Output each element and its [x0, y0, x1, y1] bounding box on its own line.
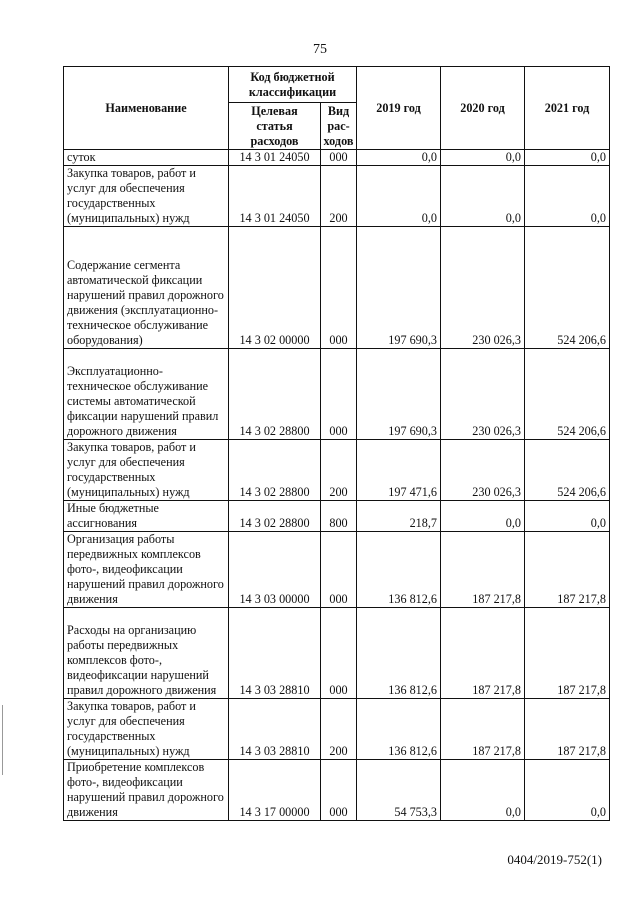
row-value-2019: 197 471,6: [357, 440, 441, 501]
row-value-2020: 0,0: [441, 166, 525, 227]
row-value-2020: 187 217,8: [441, 532, 525, 608]
row-value-2021: 187 217,8: [525, 699, 610, 760]
row-target-code: 14 3 03 28810: [229, 608, 321, 699]
header-vid: Вид рас-ходов: [321, 103, 357, 150]
row-target-code: 14 3 02 28800: [229, 349, 321, 440]
table-row: [64, 166, 610, 227]
row-name: Закупка товаров, работ и услуг для обеспечения государственных (муниципальных) нужд: [64, 440, 229, 501]
row-name: Закупка товаров, работ и услуг для обеспечения государственных (муниципальных) нужд: [64, 699, 229, 760]
header-year-2021: 2021 год: [525, 67, 610, 150]
row-target-code: 14 3 17 00000: [229, 760, 321, 821]
row-value-2019: 197 690,3: [357, 349, 441, 440]
table-row: [64, 760, 610, 821]
row-target-code: 14 3 02 00000: [229, 227, 321, 349]
table-row: [64, 608, 610, 699]
row-vid: 000: [321, 349, 357, 440]
header-year-2019: 2019 год: [357, 67, 441, 150]
document-code: 0404/2019-752(1): [507, 852, 602, 867]
header-name: Наименование: [64, 67, 229, 150]
table-row: [64, 440, 610, 501]
row-value-2020: 187 217,8: [441, 608, 525, 699]
row-value-2019: 218,7: [357, 501, 441, 532]
header-year-2020: 2020 год: [441, 67, 525, 150]
row-name: Содержание сегмента автоматической фиксации нарушений правил дорожного движения (эксплуатационно-техническое обслуживание оборудования): [64, 227, 229, 349]
row-vid: 000: [321, 227, 357, 349]
header-target: Целевая статья расходов: [229, 103, 321, 150]
table-row: [64, 150, 610, 166]
row-vid: 800: [321, 501, 357, 532]
row-value-2021: 0,0: [525, 501, 610, 532]
row-value-2020: 230 026,3: [441, 227, 525, 349]
row-vid: 000: [321, 532, 357, 608]
row-target-code: 14 3 02 28800: [229, 440, 321, 501]
header-budget-class: Код бюджетной классификации: [229, 67, 357, 103]
row-value-2021: 524 206,6: [525, 227, 610, 349]
row-value-2019: 136 812,6: [357, 699, 441, 760]
row-vid: 200: [321, 166, 357, 227]
table-body: [64, 150, 610, 821]
budget-table: [63, 66, 610, 821]
table-row: [64, 532, 610, 608]
row-value-2020: 0,0: [441, 150, 525, 166]
row-value-2019: 54 753,3: [357, 760, 441, 821]
row-value-2019: 0,0: [357, 150, 441, 166]
row-value-2020: 230 026,3: [441, 349, 525, 440]
row-name: Иные бюджетные ассигнования: [64, 501, 229, 532]
row-vid: 200: [321, 699, 357, 760]
row-value-2021: 524 206,6: [525, 349, 610, 440]
row-value-2019: 0,0: [357, 166, 441, 227]
row-name: Эксплуатационно-техническое обслуживание системы автоматической фиксации нарушений правил дорожного движения: [64, 349, 229, 440]
row-value-2020: 0,0: [441, 501, 525, 532]
row-target-code: 14 3 03 28810: [229, 699, 321, 760]
row-value-2021: 0,0: [525, 150, 610, 166]
table-row: [64, 501, 610, 532]
row-target-code: 14 3 02 28800: [229, 501, 321, 532]
row-value-2021: 524 206,6: [525, 440, 610, 501]
row-value-2021: 0,0: [525, 760, 610, 821]
row-name: Расходы на организацию работы передвижных комплексов фото-, видеофиксации нарушений правил дорожного движения: [64, 608, 229, 699]
table-row: [64, 227, 610, 349]
row-target-code: 14 3 01 24050: [229, 166, 321, 227]
table-row: [64, 349, 610, 440]
row-name: Организация работы передвижных комплексов фото-, видеофиксации нарушений правил дорожного движения: [64, 532, 229, 608]
row-value-2020: 187 217,8: [441, 699, 525, 760]
row-name: Закупка товаров, работ и услуг для обеспечения государственных (муниципальных) нужд: [64, 166, 229, 227]
row-vid: 000: [321, 150, 357, 166]
row-value-2019: 197 690,3: [357, 227, 441, 349]
margin-mark: [2, 705, 3, 775]
row-value-2021: 187 217,8: [525, 608, 610, 699]
table-row: [64, 699, 610, 760]
row-value-2021: 187 217,8: [525, 532, 610, 608]
row-vid: 000: [321, 608, 357, 699]
page-number: 75: [313, 42, 327, 57]
row-vid: 000: [321, 760, 357, 821]
row-value-2019: 136 812,6: [357, 608, 441, 699]
row-name: Приобретение комплексов фото-, видеофиксации нарушений правил дорожного движения: [64, 760, 229, 821]
row-target-code: 14 3 03 00000: [229, 532, 321, 608]
row-vid: 200: [321, 440, 357, 501]
row-value-2020: 230 026,3: [441, 440, 525, 501]
row-target-code: 14 3 01 24050: [229, 150, 321, 166]
row-value-2021: 0,0: [525, 166, 610, 227]
row-name: суток: [64, 150, 229, 166]
row-value-2020: 0,0: [441, 760, 525, 821]
row-value-2019: 136 812,6: [357, 532, 441, 608]
